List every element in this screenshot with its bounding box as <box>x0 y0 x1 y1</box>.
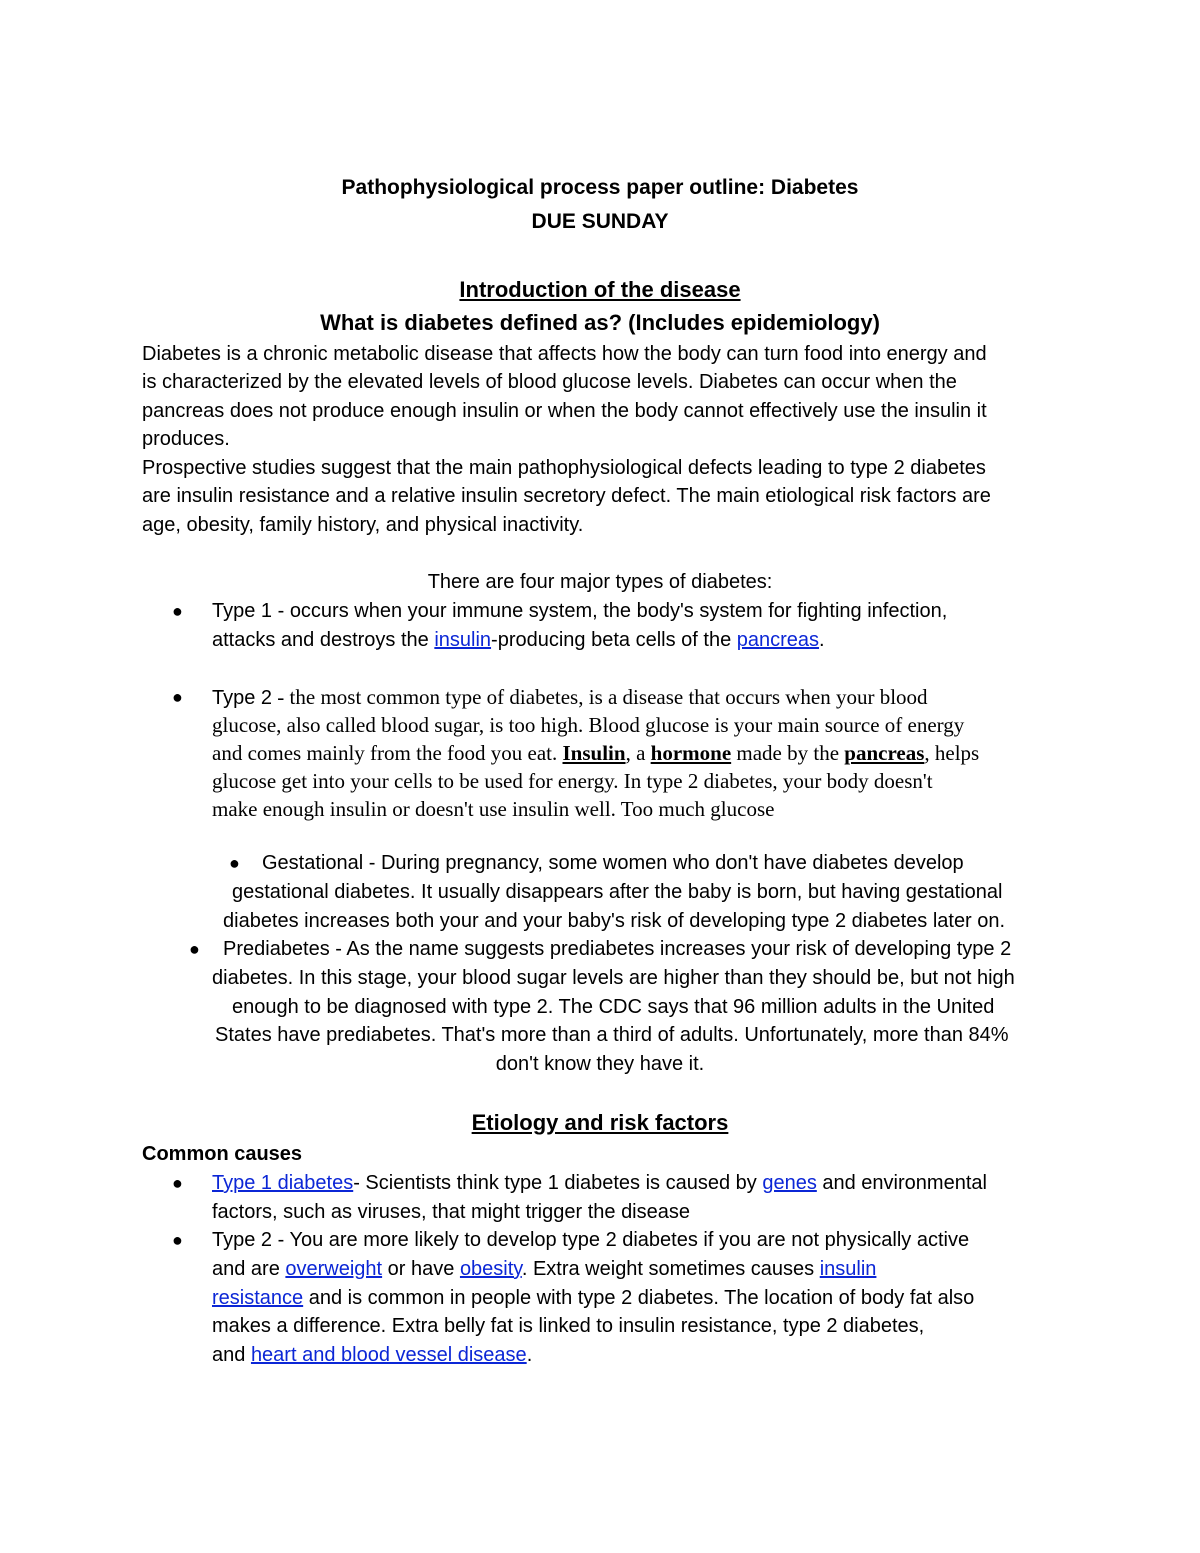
overweight-link[interactable]: overweight <box>285 1258 383 1280</box>
prediabetes-line: States have prediabetes. That's more than a third of adults. Unfortunately, more than 84% <box>215 1024 1009 1046</box>
prediabetes-line: don't know they have it. <box>495 1053 705 1075</box>
type2-line1 <box>212 683 1200 712</box>
gestational-line: diabetes increases both your and your baby's risk of developing type 2 diabetes later on. <box>223 910 1006 932</box>
cause1-text: and environmental <box>816 1172 987 1194</box>
cause2-line3 <box>212 1284 1200 1312</box>
pancreas-term[interactable]: pancreas <box>844 741 925 765</box>
insulin-resistance-link[interactable]: resistance <box>212 1287 304 1309</box>
prediabetes-line: diabetes. In this stage, your blood sugar levels are higher than they should be, but not high <box>212 967 1015 989</box>
document-title: Pathophysiological process paper outline: Diabetes <box>341 176 859 199</box>
etiology-heading: Etiology and risk factors <box>471 1110 729 1135</box>
prediabetes-line: Prediabetes - As the name suggests prediabetes increases your risk of developing type 2 <box>223 938 1012 960</box>
type2-line: glucose, also called blood sugar, is too high. Blood glucose is your main source of energy <box>212 713 965 737</box>
type1-text: -producing beta cells of the <box>491 629 737 651</box>
type2-text: - the most common type of diabetes, is a disease that occurs when your blood <box>272 685 928 709</box>
hormone-term[interactable]: hormone <box>650 741 732 765</box>
type2-text: , helps <box>924 741 980 765</box>
cause2-line1: Type 2 - You are more likely to develop type 2 diabetes if you are not physically active <box>212 1229 970 1251</box>
cause2-line5 <box>212 1341 1200 1369</box>
bullet-icon: ● <box>172 601 183 621</box>
intro-p2-line: age, obesity, family history, and physical inactivity. <box>142 514 584 536</box>
type1-diabetes-link[interactable]: Type 1 diabetes <box>212 1172 354 1194</box>
cause2-text: and are <box>212 1258 286 1280</box>
types-intro: There are four major types of diabetes: <box>427 571 773 593</box>
type2-text: , a <box>625 741 651 765</box>
cause2-text: and is common in people with type 2 diabetes. The location of body fat also <box>303 1287 975 1309</box>
bullet-icon: ● <box>229 853 240 873</box>
due-date: DUE SUNDAY <box>531 210 669 233</box>
intro-question: What is diabetes defined as? (Includes epidemiology) <box>320 310 880 335</box>
gestational-line: gestational diabetes. It usually disappears after the baby is born, but having gestational <box>232 881 1003 903</box>
insulin-link[interactable]: insulin <box>434 629 492 651</box>
common-causes-heading: Common causes <box>142 1143 303 1165</box>
type2-text: and comes mainly from the food you eat. <box>212 741 563 765</box>
type2-line: glucose get into your cells to be used for energy. In type 2 diabetes, your body doesn't <box>212 769 933 793</box>
intro-heading: Introduction of the disease <box>459 277 741 302</box>
bullet-icon: ● <box>172 1230 183 1250</box>
heart-blood-vessel-link[interactable]: heart and blood vessel disease <box>250 1344 527 1366</box>
type1-line2 <box>212 626 1200 654</box>
cause2-line2 <box>212 1255 1200 1283</box>
cause1-text: - Scientists think type 1 diabetes is caused by <box>353 1172 763 1194</box>
intro-p2-line: Prospective studies suggest that the main pathophysiological defects leading to type 2 diabetes <box>142 457 986 479</box>
cause2-text: . <box>526 1344 533 1366</box>
bullet-icon: ● <box>172 687 183 707</box>
intro-p1-line: Diabetes is a chronic metabolic disease that affects how the body can turn food into energy and <box>142 343 987 365</box>
intro-p1-line: pancreas does not produce enough insulin or when the body cannot effectively use the insulin it <box>142 400 987 422</box>
cause2-text: and <box>212 1344 251 1366</box>
cause1-line2: factors, such as viruses, that might trigger the disease <box>212 1201 690 1223</box>
genes-link[interactable]: genes <box>762 1172 817 1194</box>
bullet-icon: ● <box>172 1173 183 1193</box>
insulin-resistance-link[interactable]: insulin <box>819 1258 877 1280</box>
cause2-text: or have <box>382 1258 460 1280</box>
type2-line: make enough insulin or doesn't use insulin well. Too much glucose <box>212 797 775 821</box>
cause2-line4: makes a difference. Extra belly fat is linked to insulin resistance, type 2 diabetes, <box>212 1315 925 1337</box>
intro-p1-line: is characterized by the elevated levels of blood glucose levels. Diabetes can occur when the <box>142 371 957 393</box>
intro-p2-line: are insulin resistance and a relative insulin secretory defect. The main etiological risk factors are <box>142 485 991 507</box>
pancreas-link[interactable]: pancreas <box>736 629 820 651</box>
cause2-text: . Extra weight sometimes causes <box>521 1258 820 1280</box>
prediabetes-line: enough to be diagnosed with type 2. The CDC says that 96 million adults in the United <box>232 996 995 1018</box>
cause1-line1 <box>212 1169 1200 1197</box>
bullet-icon: ● <box>189 939 200 959</box>
type2-label: Type 2 <box>212 687 273 709</box>
gestational-line: Gestational - During pregnancy, some women who don't have diabetes develop <box>262 852 964 874</box>
insulin-term[interactable]: Insulin <box>562 741 626 765</box>
obesity-link[interactable]: obesity <box>459 1258 522 1280</box>
intro-p1-line: produces. <box>142 428 230 450</box>
type1-text: . <box>819 629 825 651</box>
type1-line: Type 1 - occurs when your immune system, the body's system for fighting infection, <box>212 600 948 622</box>
type2-text: made by the <box>731 741 845 765</box>
type1-text: attacks and destroys the <box>212 629 435 651</box>
type2-line3 <box>212 739 1200 767</box>
